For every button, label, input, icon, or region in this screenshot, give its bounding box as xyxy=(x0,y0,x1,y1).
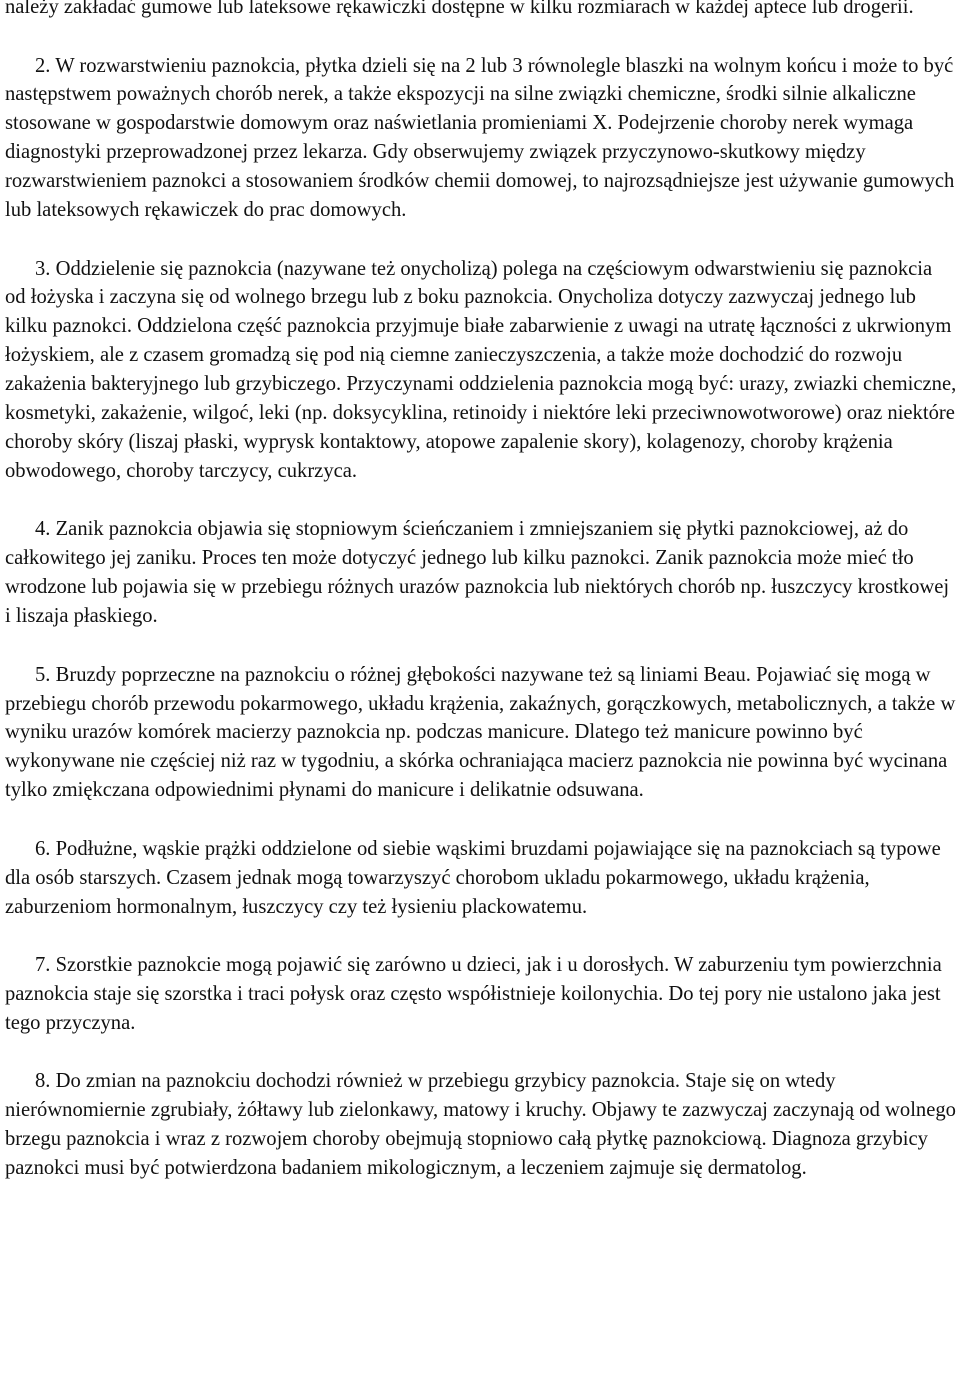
paragraph-7-rough-nails: 7. Szorstkie paznokcie mogą pojawić się zarówno u dzieci, jak i u dorosłych. W zaburzeniu tym powierzchnia paznokcia staje się szorstka i traci połysk oraz często współistnieje koilonychia. Do tej pory nie ustalono jaka jest tego przyczyna. xyxy=(5,954,942,1034)
paragraph-5-beau-lines: 5. Bruzdy poprzeczne na paznokciu o różnej głębokości nazywane też są liniami Beau. Pojawiać się mogą w przebiegu chorób przewodu pokarmowego, układu krążenia, zakaźnych, gorączkowych, metabolicznych, a także w wyniku urazów komórek macierzy paznokcia np. podczas manicure. Dlatego też manicure powinno być wykonywane nie częściej niż raz w tygodniu, a skórka ochraniająca macierz paznokcia nie powinna być wycinana tylko zmiękczana odpowiednimi płynami do manicure i delikatnie odsuwana. xyxy=(5,663,956,802)
paragraph-continuation: należy zakładać gumowe lub lateksowe rękawiczki dostępne w kilku rozmiarach w każdej aptece lub drogerii. xyxy=(5,0,914,18)
paragraph-6-longitudinal-ridges: 6. Podłużne, wąskie prążki oddzielone od siebie wąskimi bruzdami pojawiające się na paznokciach są typowe dla osób starszych. Czasem jednak mogą towarzyszyć chorobom ukladu pokarmowego, układu krążenia, zaburzeniom hormonalnym, łuszczycy czy też łysieniu plackowatemu. xyxy=(5,837,941,918)
paragraph-8-nail-fungus: 8. Do zmian na paznokciu dochodzi również w przebiegu grzybicy paznokcia. Staje się on wtedy nierównomiernie zgrubiały, żółtawy lub zielonkawy, matowy i kruchy. Objawy te zazwyczaj zaczynają od wolnego brzegu paznokcia i wraz z rozwojem choroby obejmują stopniowo całą płytkę paznokciową. Diagnoza grzybicy paznokci musi być potwierdzona badaniem mikologicznym, a leczeniem zajmuje się dermatolog. xyxy=(5,1070,956,1180)
paragraph-3-onycholysis: 3. Oddzielenie się paznokcia (nazywane też onycholizą) polega na częściowym odwarstwieniu się paznokcia od łożyska i zaczyna się od wolnego brzegu lub z boku paznokcia. Onycholiza dotyczy zazwyczaj jednego lub kilku paznokci. Oddzielona część paznokcia przyjmuje białe zabarwienie z uwagi na utratę łączności z ukrwionym łożyskiem, ale z czasem gromadzą się pod nią ciemne zanieczyszczenia, a także może dochodzić do rozwoju zakażenia bakteryjnego lub grzybiczego. Przyczynami oddzielenia paznokcia mogą być: urazy, zwiazki chemiczne, kosmetyki, zakażenie, wilgoć, leki (np. doksycyklina, retinoidy i niektóre leki przeciwnowotworowe) oraz niektóre choroby skóry (liszaj płaski, wyprysk kontaktowy, atopowe zapalenie skory), kolagenozy, choroby krążenia obwodowego, choroby tarczycy, cukrzyca. xyxy=(5,257,957,482)
paragraph-4-nail-atrophy: 4. Zanik paznokcia objawia się stopniowym ścieńczaniem i zmniejszaniem się płytki paznokciowej, aż do całkowitego jej zaniku. Proces ten może dotyczyć jednego lub kilku paznokci. Zanik paznokcia może mieć tło wrodzone lub pojawia się w przebiegu różnych urazów paznokcia lub niektórych chorób np. łuszczycy krostkowej i liszaja płaskiego. xyxy=(5,518,950,628)
paragraph-2-nail-splitting: 2. W rozwarstwieniu paznokcia, płytka dzieli się na 2 lub 3 równolegle blaszki na wolnym końcu i może to być następstwem poważnych chorób nerek, a także ekspozycji na silne związki chemiczne, środki silnie alkaliczne stosowane w gospodarstwie domowym oraz naświetlania promieniami X. Podejrzenie choroby nerek wymaga diagnostyki przeprowadzonej przez lekarza. Gdy obserwujemy związek przyczynowo-skutkowy między rozwarstwieniem paznokci a stosowaniem środków chemii domowej, to najrozsądniejsze jest używanie gumowych lub lateksowych rękawiczek do prac domowych. xyxy=(5,54,955,222)
document-page xyxy=(5,0,957,1183)
